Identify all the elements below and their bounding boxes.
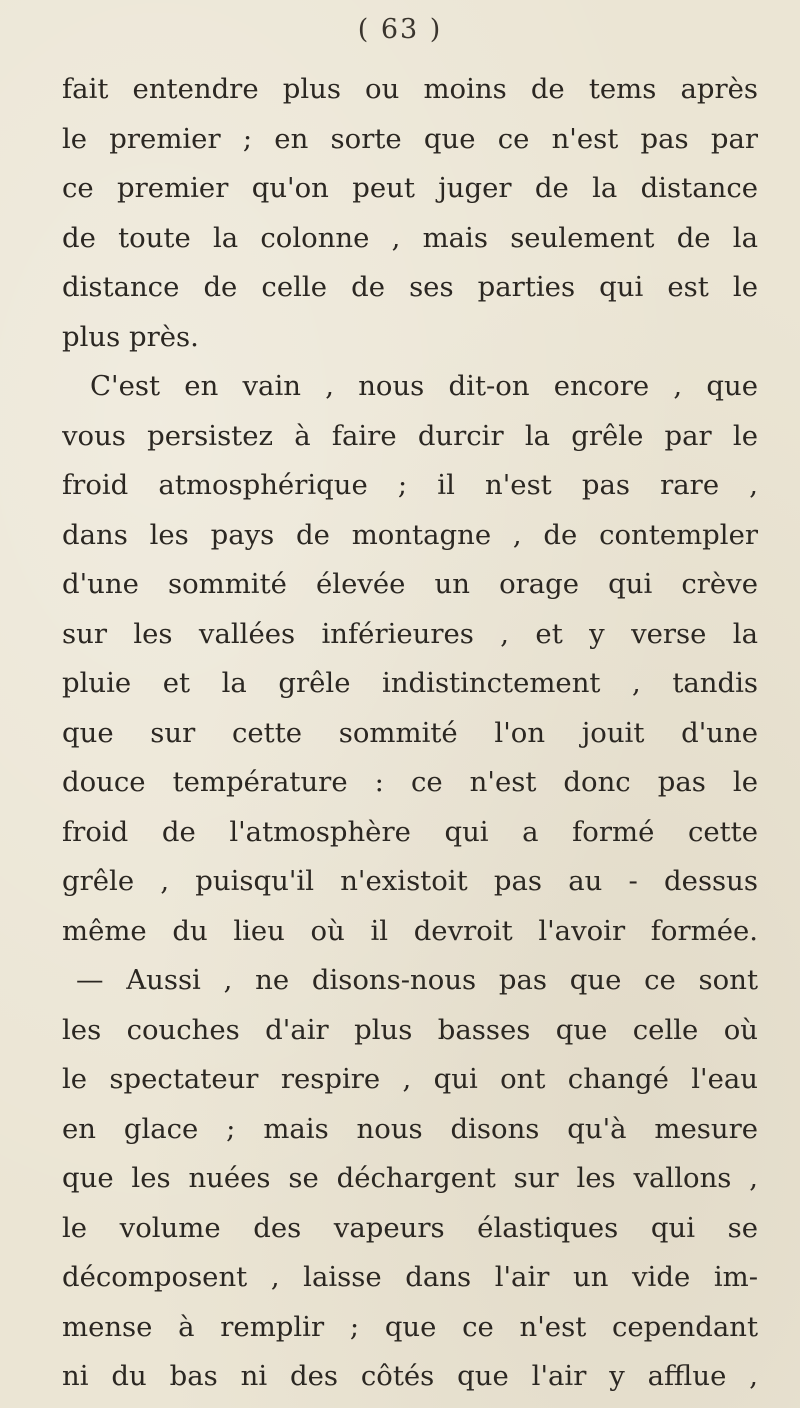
text-line: en glace ; mais nous disons qu'à mesure <box>62 1112 758 1145</box>
text-line: que sur cette sommité l'on jouit d'une <box>62 716 758 749</box>
text-line: même du lieu où il devroit l'avoir formée. <box>62 914 758 947</box>
text-line: ce premier qu'on peut juger de la distance <box>62 172 758 204</box>
text-line: vous persistez à faire durcir la grêle par le <box>62 419 758 452</box>
text-line: C'est en vain , nous dit-on encore , que <box>90 370 758 402</box>
text-line: de toute la colonne , mais seulement de la <box>62 221 758 254</box>
text-line: plus près. <box>62 320 199 353</box>
text-line: le spectateur respire , qui ont changé l'eau <box>62 1063 758 1095</box>
text-line: grêle , puisqu'il n'existoit pas au - dessus <box>62 865 758 897</box>
text-line: distance de celle de ses parties qui est le <box>62 271 758 303</box>
text-line: froid atmosphérique ; il n'est pas rare , <box>62 469 758 501</box>
text-line: les couches d'air plus basses que celle où <box>62 1013 758 1046</box>
text-line: fait entendre plus ou moins de tems après <box>62 73 758 105</box>
page-number: ( 63 ) <box>357 14 443 45</box>
text-line: dans les pays de montagne , de contempler <box>62 518 758 551</box>
text-line: le volume des vapeurs élastiques qui se <box>62 1211 758 1244</box>
text-line: d'une sommité élevée un orage qui crève <box>62 568 758 600</box>
text-line: le premier ; en sorte que ce n'est pas par <box>62 122 758 155</box>
text-line: douce température : ce n'est donc pas le <box>62 766 758 798</box>
text-line: mense à remplir ; que ce n'est cependant <box>62 1310 758 1343</box>
text-line: pluie et la grêle indistinctement , tandis <box>62 667 758 699</box>
text-line: sur les vallées inférieures , et y verse la <box>62 617 758 650</box>
text-line: froid de l'atmosphère qui a formé cette <box>62 815 758 848</box>
text-line: que les nuées se déchargent sur les vallons , <box>62 1162 758 1194</box>
text-line: ni du bas ni des côtés que l'air y afflue , <box>62 1360 758 1392</box>
text-line: décomposent , laisse dans l'air un vide im- <box>62 1261 758 1293</box>
text-line: — Aussi , ne disons-nous pas que ce sont <box>76 964 758 996</box>
body-text <box>62 65 758 1402</box>
